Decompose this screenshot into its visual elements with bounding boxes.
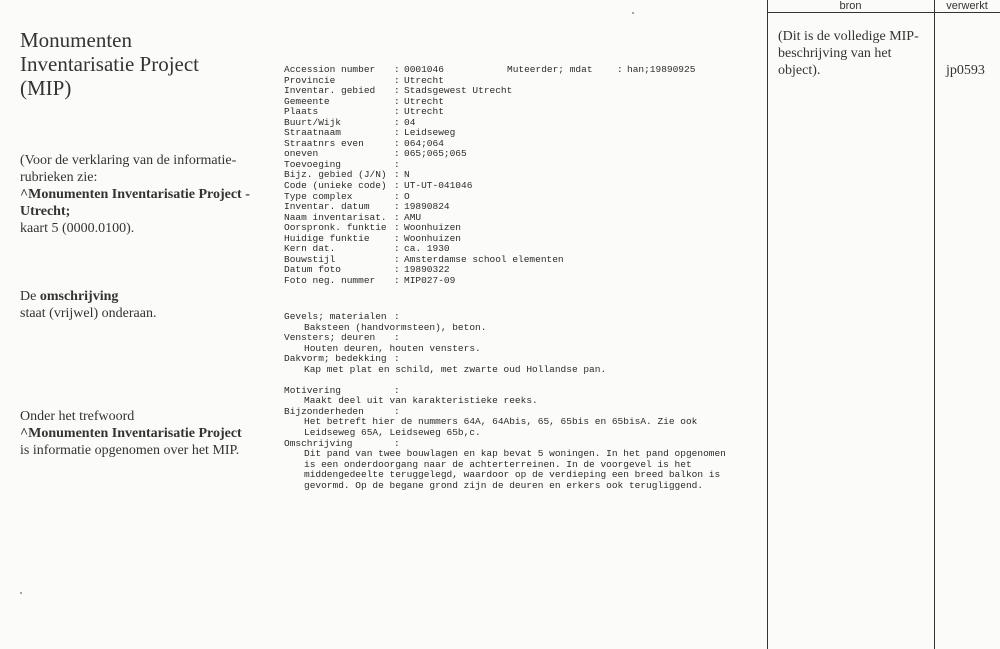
- field-value: 064;064: [404, 137, 444, 149]
- column-divider: [767, 0, 768, 649]
- field-value: Utrecht: [404, 95, 444, 107]
- scan-speck: [20, 592, 22, 594]
- field-separator: :: [394, 232, 400, 244]
- field-separator: :: [394, 64, 400, 75]
- field-separator: :: [394, 353, 400, 365]
- section-text: Kap met plat en schild, met zwarte oud Hollandse pan.: [304, 363, 607, 375]
- field-separator: :: [394, 158, 400, 170]
- field-label: Datum foto: [284, 264, 342, 276]
- note-keyword: omschrijving: [39, 289, 119, 304]
- note-card-reference: kaart 5 (0000.0100).: [20, 221, 135, 236]
- field-separator: :: [394, 405, 400, 417]
- field-value: Utrecht: [404, 74, 444, 86]
- record-field-row: [284, 149, 695, 160]
- field-separator: :: [394, 311, 400, 322]
- field-value: 04: [404, 116, 416, 128]
- field-label: Kern dat.: [284, 243, 336, 255]
- field-label: Straatnrs even: [284, 137, 364, 149]
- header-divider: [767, 12, 1000, 13]
- note-text: staat (vrijwel) onderaan.: [20, 306, 157, 321]
- record-fields: [284, 65, 695, 286]
- verwerkt-code: jp0593: [946, 63, 985, 78]
- field-value: Utrecht: [404, 106, 444, 118]
- note-text: De: [20, 289, 37, 304]
- record-field-row: [284, 97, 695, 108]
- section-label: Motivering: [284, 384, 342, 396]
- section-label: Bijzonderheden: [284, 405, 364, 417]
- field-value: 065;065;065: [404, 148, 467, 160]
- field-value: Woonhuizen: [404, 232, 462, 244]
- field-label: Buurt/Wijk: [284, 116, 342, 128]
- field-label: oneven: [284, 148, 319, 160]
- field-separator: :: [394, 253, 400, 265]
- section-label: Omschrijving: [284, 437, 353, 449]
- section-label: Gevels; materialen: [284, 311, 387, 322]
- field-separator: :: [394, 116, 400, 128]
- field-value: ca. 1930: [404, 243, 450, 255]
- section-text: Dit pand van twee bouwlagen en kap bevat 5 woningen. In het pand opgenomen is een onderdoorgang naar de achterterreinen. In de voorgevel is het middengedeelte teruggelegd, waardoor op de verdieping een breed balkon is gevormd. Op de begane grond zijn de deuren en erkers ook terugliggend.: [304, 448, 726, 491]
- field-separator: :: [394, 74, 400, 86]
- field-value: Woonhuizen: [404, 222, 462, 234]
- field-separator: :: [394, 332, 400, 344]
- field-label: Huidige funktie: [284, 232, 370, 244]
- field-label: Inventar. datum: [284, 201, 370, 213]
- field-value: [404, 160, 507, 171]
- record-field-row: [284, 118, 695, 129]
- column-header-verwerkt: verwerkt: [946, 0, 988, 12]
- section-gap: [284, 375, 754, 386]
- field-label: Accession number: [284, 64, 376, 75]
- field-separator: :: [394, 201, 400, 213]
- field-value: 0001046: [404, 64, 444, 75]
- record-field-row: [284, 255, 695, 266]
- note-text: Onder het trefwoord: [20, 409, 135, 424]
- field-label: Gemeente: [284, 95, 330, 107]
- field-separator: :: [394, 148, 400, 160]
- field-separator: :: [394, 137, 400, 149]
- info-note-keyword: [20, 408, 250, 459]
- record-field-row: [284, 139, 695, 150]
- column-divider: [934, 0, 935, 649]
- field-label: Foto neg. nummer: [284, 274, 376, 286]
- field-label: Oorspronk. funktie: [284, 222, 387, 234]
- field-value: MIP027-09: [404, 274, 456, 286]
- page-title: Monumenten Inventarisatie Project (MIP): [20, 28, 200, 100]
- field-separator: :: [394, 222, 400, 234]
- section-label: Vensters; deuren: [284, 332, 376, 344]
- field-label: Toevoeging: [284, 158, 342, 170]
- field-label: Naam inventarisat.: [284, 211, 387, 223]
- field-label: Code (unieke code): [284, 180, 387, 192]
- field-separator: :: [394, 180, 400, 192]
- field-separator: :: [394, 85, 400, 97]
- record-field-row: [284, 234, 695, 245]
- section-heading: [284, 312, 754, 323]
- field-separator: :: [617, 64, 623, 75]
- field-separator: :: [394, 437, 400, 449]
- note-intro: (Voor de verklaring van de informatie-rubrieken zie:: [20, 153, 237, 185]
- field-separator: :: [394, 211, 400, 223]
- field-value: 19890824: [404, 201, 450, 213]
- field-label: Inventar. gebied: [284, 85, 376, 97]
- record-sections: [284, 312, 754, 491]
- record-field-row: [284, 276, 695, 287]
- field-value: 19890322: [404, 264, 450, 276]
- mutator-value: han;19890925: [627, 64, 696, 75]
- field-separator: :: [394, 169, 400, 181]
- column-header-bron: bron: [839, 0, 862, 12]
- field-value: AMU: [404, 211, 422, 223]
- field-label: Provincie: [284, 74, 336, 86]
- record-field-row: [284, 65, 695, 76]
- scan-speck: [632, 12, 634, 14]
- field-label: Plaats: [284, 106, 319, 118]
- reference-link-mip-utrecht[interactable]: ^Monumenten Inventarisatie Project - Utrecht;: [20, 187, 250, 219]
- mutator-label: Muteerder; mdat: [507, 64, 593, 75]
- field-label: Bouwstijl: [284, 253, 336, 265]
- field-value: N: [404, 169, 410, 181]
- field-separator: :: [394, 95, 400, 107]
- field-value: Leidseweg: [404, 127, 456, 139]
- section-text: Het betreft hier de nummers 64A, 64Abis, 65, 65bis en 65bisA. Zie ook Leidseweg 65A, Leidseweg 65b,c.: [304, 416, 698, 439]
- field-separator: :: [394, 190, 400, 202]
- field-separator: :: [394, 264, 400, 276]
- field-separator: :: [394, 106, 400, 118]
- record-field-row: [284, 86, 695, 97]
- field-separator: :: [394, 384, 400, 396]
- field-value: O: [404, 190, 410, 202]
- field-value: Amsterdamse school elementen: [404, 253, 564, 265]
- reference-link-mip[interactable]: ^Monumenten Inventarisatie Project: [20, 426, 242, 441]
- record-field-row: [284, 107, 695, 118]
- field-label: Type complex: [284, 190, 353, 202]
- bron-note: (Dit is de volledige MIP-beschrijving van het object).: [778, 29, 919, 78]
- field-label: Straatnaam: [284, 127, 342, 139]
- field-separator: :: [394, 274, 400, 286]
- section-text: Maakt deel uit van karakteristieke reeks.: [304, 395, 538, 407]
- field-label: Bijz. gebied (J/N): [284, 169, 387, 181]
- info-note-explanation: [20, 152, 250, 237]
- section-text: Baksteen (handvormsteen), beton.: [304, 321, 487, 333]
- info-note-description: [20, 288, 250, 322]
- field-value: Stadsgewest Utrecht: [404, 85, 513, 97]
- record-field-row: [284, 181, 695, 192]
- field-value: UT-UT-041046: [404, 180, 473, 192]
- section-label: Dakvorm; bedekking: [284, 353, 387, 365]
- field-separator: :: [394, 127, 400, 139]
- section-text: Houten deuren, houten vensters.: [304, 342, 481, 354]
- field-separator: :: [394, 243, 400, 255]
- note-text: is informatie opgenomen over het MIP.: [20, 443, 240, 458]
